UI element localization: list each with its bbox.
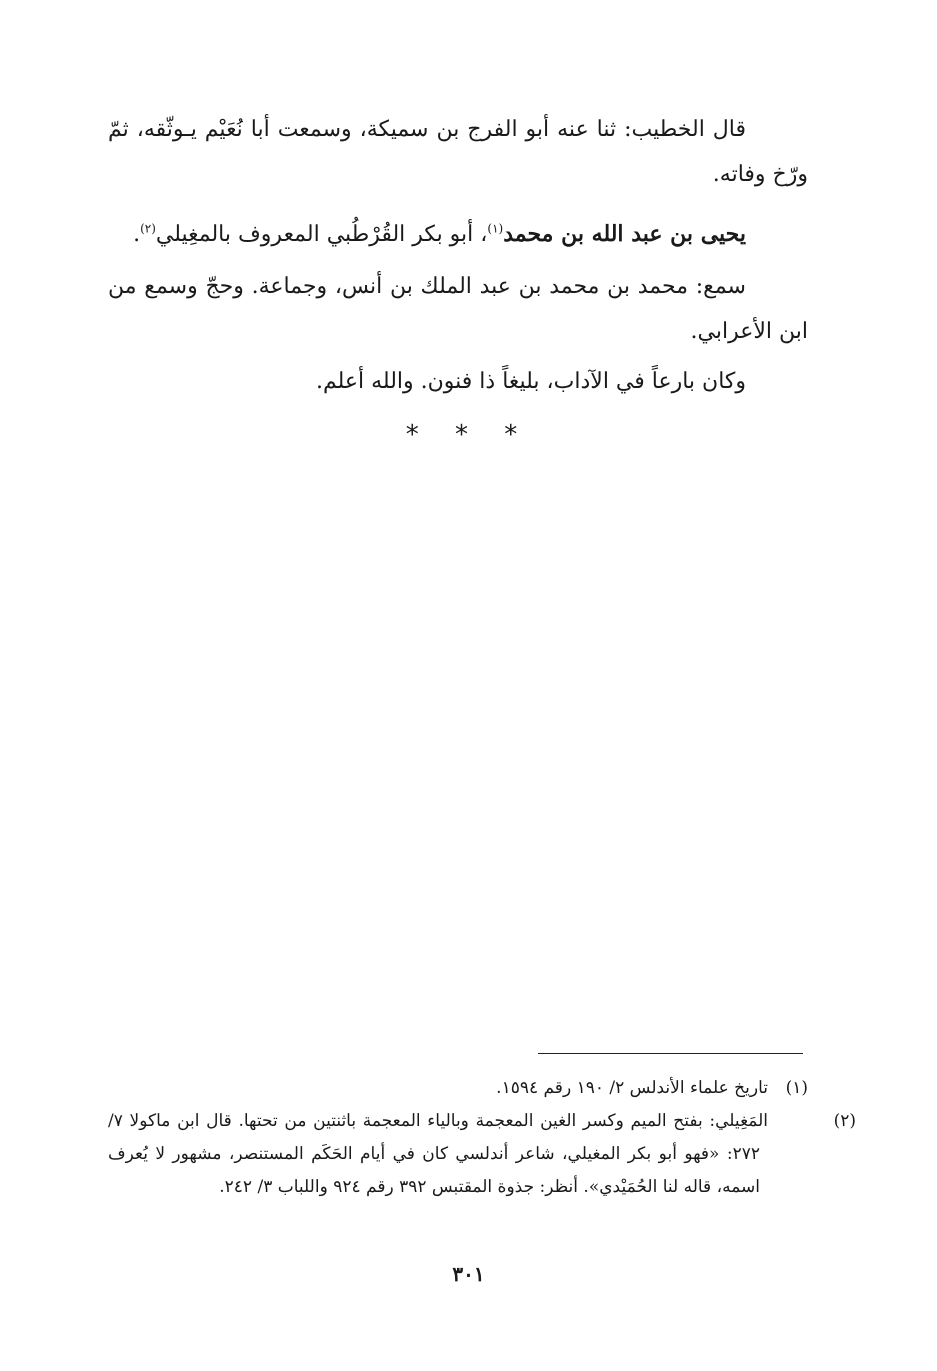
section-separator: * * * [405, 420, 532, 450]
footnote-2 [108, 1105, 856, 1204]
bari-block [108, 359, 808, 404]
sami-block [108, 264, 808, 354]
entry-end: . [133, 222, 141, 247]
paragraph-khatib: قال الخطيب: ثنا عنه أبو الفرج بن سميكة، وسمعت أبا نُعَيْم يـوثّقه، ثمّ ورّخ وفاته. [108, 117, 808, 187]
footnote-1-number: (١) [785, 1078, 808, 1098]
paragraph-sami: سمع: محمد بن محمد بن عبد الملك بن أنس، وجماعة. وحجّ وسمع من ابن الأعرابي. [108, 274, 808, 344]
footnote-2-number: (٢) [833, 1111, 856, 1131]
entry-name: يحيى بن عبد الله بن محمد [503, 221, 746, 247]
footnote-1-text: تاريخ علماء الأندلس ٢/ ١٩٠ رقم ١٥٩٤. [496, 1078, 768, 1098]
footnote-ref-1: (١) [487, 221, 504, 236]
footnote-ref-2: (٢) [140, 221, 156, 236]
footnote-2-text: المَغِيلي: بفتح الميم وكسر الغين المعجمة وبالياء المعجمة باثنتين من تحتها. قال ابن ماكولا ٧/ ٢٧٢: «فهو أبو بكر المغيلي، شاعر أندلسي كان في أيام الحَكَم المستنصر، مشهور لا يُعرف اسمه، قاله لنا الحُمَيْدي». أنظر: جذوة المقتبس ٣٩٢ رقم ٩٢٤ واللباب ٣/ ٢٤٢. [108, 1111, 768, 1197]
entry-heading-block [108, 212, 808, 257]
paragraph-bari: وكان بارعاً في الآداب، بليغاً ذا فنون. والله أعلم. [315, 369, 746, 394]
entry-rest: ، أبو بكر القُرْطُبي المعروف بالمغِيلي [155, 222, 488, 247]
footnote-rule [538, 1053, 803, 1054]
footnote-1 [108, 1072, 808, 1105]
entry-heading [108, 212, 808, 257]
footnotes [108, 1072, 856, 1204]
main-text [108, 107, 808, 197]
page-number: ٣٠١ [452, 1262, 485, 1286]
